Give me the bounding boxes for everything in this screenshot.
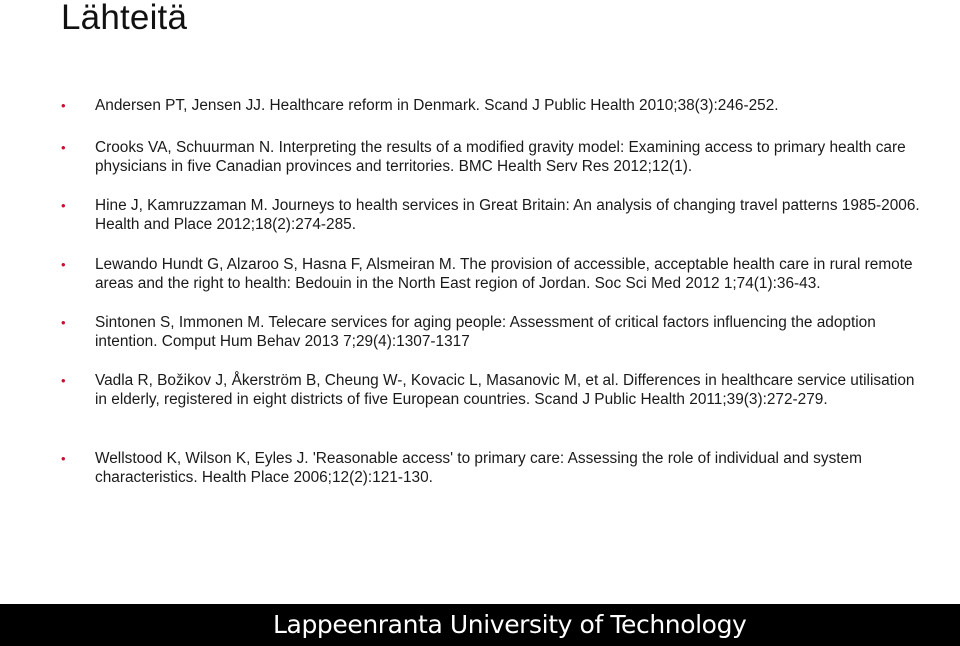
reference-text: Lewando Hundt G, Alzaroo S, Hasna F, Alsmeiran M. The provision of accessible, acceptable health care in rural remote areas and the right to health: Bedouin in the North East region of Jordan. Soc Sci Med 2012 1;74(1):36-43.	[95, 256, 913, 292]
reference-text: Hine J, Kamruzzaman M. Journeys to health services in Great Britain: An analysis of changing travel patterns 1985-2006. Health and Place 2012;18(2):274-285.	[95, 197, 920, 233]
reference-text: Andersen PT, Jensen JJ. Healthcare reform in Denmark. Scand J Public Health 2010;38(3):246-252.	[95, 97, 779, 114]
reference-text: Sintonen S, Immonen M. Telecare services for aging people: Assessment of critical factors influencing the adoption intention. Comput Hum Behav 2013 7;29(4):1307-1317	[95, 314, 876, 350]
reference-item	[61, 196, 920, 234]
reference-text: Crooks VA, Schuurman N. Interpreting the results of a modified gravity model: Examining access to primary health care physicians in five Canadian provinces and territories. BMC Health Serv Res 2012;12(1).	[95, 139, 906, 175]
bullet-icon: •	[61, 98, 66, 113]
reference-item	[61, 449, 920, 487]
reference-item	[61, 138, 920, 176]
reference-item	[61, 313, 920, 351]
footer-bar	[0, 604, 960, 646]
slide-title: Lähteitä	[61, 0, 188, 37]
bullet-icon: •	[61, 257, 66, 272]
institution-logo-text: Lappeenranta University of Technology	[273, 610, 747, 639]
reference-item	[61, 255, 920, 293]
reference-text: Vadla R, Božikov J, Åkerström B, Cheung W-, Kovacic L, Masanovic M, et al. Differences in healthcare service utilisation in elderly, registered in eight districts of five European countries. Scand J Public Health 2011;39(3):272-279.	[95, 372, 915, 408]
reference-item	[61, 96, 920, 115]
bullet-icon: •	[61, 198, 66, 213]
bullet-icon: •	[61, 315, 66, 330]
bullet-icon: •	[61, 140, 66, 155]
reference-item	[61, 371, 920, 409]
reference-text: Wellstood K, Wilson K, Eyles J. 'Reasonable access' to primary care: Assessing the role of individual and system characteristics. Health Place 2006;12(2):121-130.	[95, 450, 862, 486]
bullet-icon: •	[61, 373, 66, 388]
bullet-icon: •	[61, 451, 66, 466]
